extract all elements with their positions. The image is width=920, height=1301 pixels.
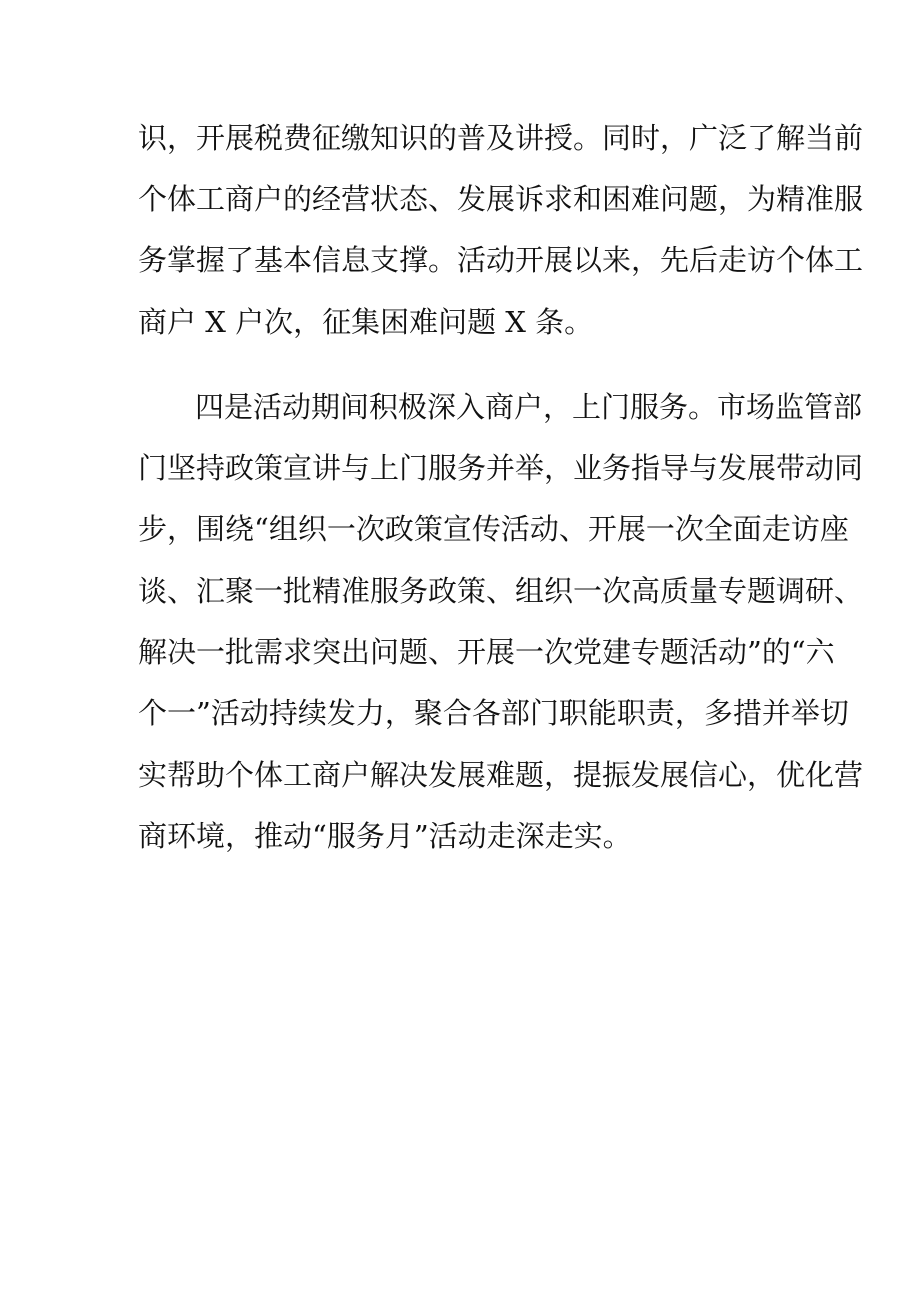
paragraph-line: 谈、汇聚一批精准服务政策、组织一次高质量专题调研、 [138,574,864,608]
paragraph-line: 商环境，推动“服务月”活动走深走实。 [138,819,632,853]
paragraph-line: 门坚持政策宣讲与上门服务并举，业务指导与发展带动同 [138,451,864,485]
paragraph-line: 个一”活动持续发力，聚合各部门职能职责，多措并举切 [138,696,849,730]
paragraph-line: 识，开展税费征缴知识的普及讲授。同时，广泛了解当前 [138,121,864,155]
paragraph-line: 步，围绕“组织一次政策宣传活动、开展一次全面走访座 [138,512,849,546]
paragraph-line: 实帮助个体工商户解决发展难题，提振发展信心，优化营 [138,758,864,792]
paragraph-line: 商户 X 户次，征集困难问题 X 条。 [138,305,594,339]
paragraph-line: 务掌握了基本信息支撑。活动开展以来，先后走访个体工 [138,243,864,277]
paragraph-line: 个体工商户的经营状态、发展诉求和困难问题，为精准服 [138,182,864,216]
paragraph-line: 解决一批需求突出问题、开展一次党建专题活动”的“六 [138,635,835,669]
paragraph-line: 四是活动期间积极深入商户，上门服务。市场监管部 [195,390,863,424]
